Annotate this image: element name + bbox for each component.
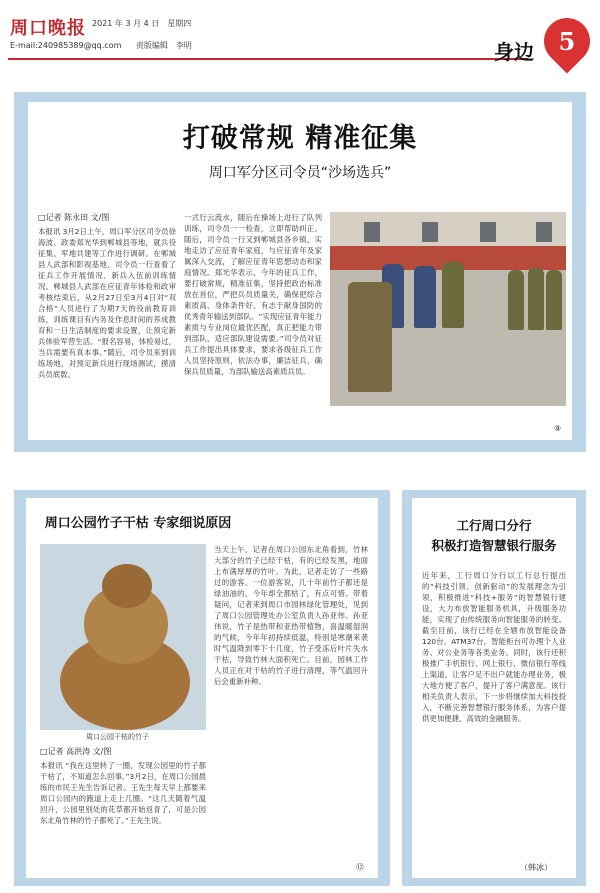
headline-bank-line1: 工行周口分行: [456, 518, 532, 533]
story-body-military: [28, 102, 572, 440]
byline-bamboo: □记者 高洪涛 文/图: [40, 747, 112, 756]
page-number: 5: [558, 27, 576, 56]
article-column-2: 一式行云流水，随后在操场上进行了队列训练，司令员一一检查，立即帮助纠正。随后，司令员一行又到郸城县各乡镇，实地走访了应征青年家庭，与应征青年及家属深入交流，了解应征青年思想动态和家庭情况。郑光华表示，今年的征兵工作，要打破常规，精准征集，坚持把政治标准放在首位，严把兵员质量关，确保把综合素质高、身体条件好、有志于献身国防的优秀青年输送到部队。“实现应征青年能力素质与专业岗位最优匹配，真正把能力带到部队，适应部队建设需要。”司令员对征兵工作提出具体要求，要求各级征兵工作人员坚持原则，依法办事，廉洁征兵，确保兵员质量，为部队输送高素质兵员。: [184, 213, 322, 376]
photo-soldiers: [330, 212, 566, 406]
page-header: [0, 0, 600, 76]
end-mark-military: ⑨: [554, 424, 562, 433]
article-column-1: 本报讯 3月2日上午，周口军分区司令员徐海波、政委郑光华到郸城县等地，就兵役征集、军地共建等工作进行调研。在郸城县人武部和影视基地，司令员一行查看了征兵工作开展情况、新兵入伍前训练情况。郸城县人武部在应征青年体检和政审考核结束后，从2月27日至3月4日对“双合格”人员进行了为期7天的役前教育训练，训练课目有内务及作息时间的养成教育和一日生活制度的要求设置，让预定新兵体验军营生活。“报名容易，体检易过，当兵需要有真本事。”随后，司令员来到训练场地，对预定新兵进行现场测试，摸清兵员底数。: [38, 227, 176, 379]
email: E-mail:240985389@qq.com: [10, 41, 122, 50]
story-frame-bamboo: [14, 490, 390, 886]
end-mark-bamboo: ⑫: [356, 863, 364, 872]
headline-bank-line2: 积极打造智慧银行服务: [431, 538, 557, 553]
subheadline-military: 周口军分区司令员“沙场选兵”: [208, 165, 392, 181]
article-column-bamboo-1: 本报讯 “我在这里转了一圈，发现公园里的竹子都干枯了，不知道怎么回事。”3月2日，在周口公园晨练的市民王先生告诉记者。王先生每天早上都要来周口公园内的跑道上走上几圈。“这几天随着气温回升，公园里别处的花草都开始返青了，可是公园东北角竹林的竹子都死了。”王先生说。: [40, 761, 206, 825]
story-body-bank: [412, 498, 576, 878]
byline-military: □记者 陈永田 文/图: [38, 213, 110, 222]
masthead: 周口晚报: [10, 18, 86, 39]
end-mark-bank: （韩冰）: [520, 863, 552, 872]
section-title: 身边: [494, 40, 534, 64]
article-column-bamboo-2: 当天上午，记者在周口公园东北角看到，竹林大部分的竹子已经干枯，有的已经发黑，地面上布满厚厚的竹叶。为此，记者走访了一些路过的游客。一位游客说，几十年前竹子都还是绿油油的，今年却全都枯了，有点可惜。带着疑问，记者来到周口市园林绿化管理处，见到了周口公园管理处办公室负责人孙亚伟。孙亚伟说，竹子是热带和亚热带植物，喜温暖湿润的气候，今年年初持续低温，特别是寒潮来袭时气温降到零下十几度，竹子受冻后叶片失水干枯，导致竹林大面积死亡。目前，园林工作人员正在对干枯的竹子进行清理，等气温回升后会重新补种。: [214, 545, 368, 686]
article-column-bank: 近年来，工行周口分行以工行总行提出的“科技引领、创新驱动”的发展理念为引领，积极推进“科技+服务”的智慧银行建设，大力布放智能服务机具，升级服务功能，实现了由传统服务向智能服务的转变。截至目前，该行已经在全辖布放智能设备120台、ATM37台，智能柜台可办理个人业务、对公业务等各类业务。同时，该行还积极推广手机银行、网上银行、微信银行等线上渠道，让客户足不出户就能办理业务，极大地方便了客户，提升了客户满意度。该行相关负责人表示，下一步将继续加大科技投入，不断完善智慧银行服务体系，为客户提供更加便捷、高效的金融服务。: [422, 571, 566, 723]
editor: 责版编辑 李明: [135, 41, 192, 50]
headline-military: 打破常规 精准征集: [182, 123, 418, 154]
story-frame-bank: [402, 490, 586, 886]
photo-caption-bamboo: 周口公园干枯的竹子: [86, 733, 149, 741]
story-frame-military: [14, 92, 586, 452]
photo-dry-bamboo: [40, 544, 206, 730]
issue-date: 2021 年 3 月 4 日 星期四: [92, 19, 192, 28]
header-rule: [8, 58, 528, 60]
headline-bamboo: 周口公园竹子干枯 专家细说原因: [44, 516, 232, 531]
header-meta: [10, 40, 204, 51]
story-body-bamboo: [26, 498, 378, 878]
